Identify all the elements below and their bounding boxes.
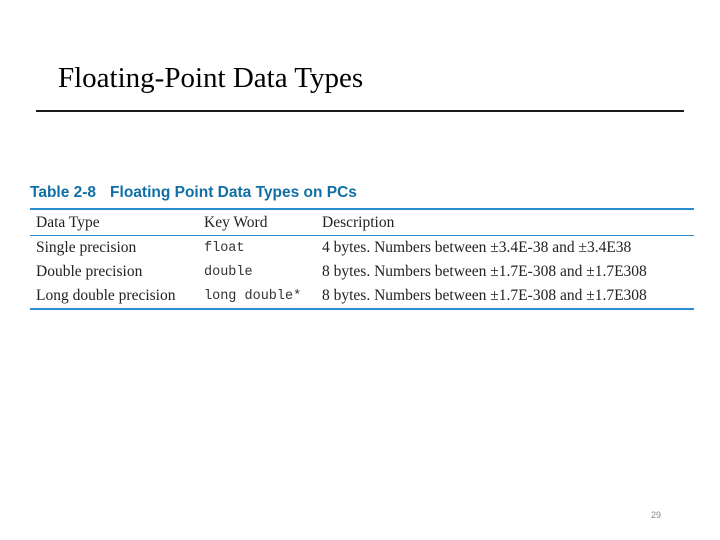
data-types-table-body [30,236,694,308]
data-types-table-block [30,184,694,310]
cell-data-type: Long double precision [36,287,176,304]
table-caption [30,184,694,206]
header-data-type: Data Type [36,213,100,231]
cell-description: 8 bytes. Numbers between ±1.7E-308 and ±1.7E308 [322,263,647,280]
table-row [30,260,694,284]
cell-data-type: Single precision [36,239,137,256]
table-row [30,236,694,260]
cell-keyword: long double* [204,288,302,304]
cell-description: 8 bytes. Numbers between ±1.7E-308 and ±1.7E308 [322,287,647,304]
page-number: 29 [651,510,662,520]
cell-data-type: Double precision [36,263,143,280]
header-key-word: Key Word [204,213,268,231]
data-types-table [30,210,694,235]
cell-description: 4 bytes. Numbers between ±3.4E-38 and ±3.4E38 [322,239,632,256]
table-caption-title: Floating Point Data Types on PCs [110,184,357,201]
table-header-row [30,210,694,235]
table-row [30,284,694,308]
header-description: Description [322,213,395,231]
cell-keyword: float [204,240,245,256]
table-bottom-rule [30,308,694,310]
table-caption-number: Table 2-8 [30,184,97,201]
title-divider [36,110,684,112]
cell-keyword: double [204,264,253,280]
slide-title: Floating-Point Data Types [58,62,364,94]
